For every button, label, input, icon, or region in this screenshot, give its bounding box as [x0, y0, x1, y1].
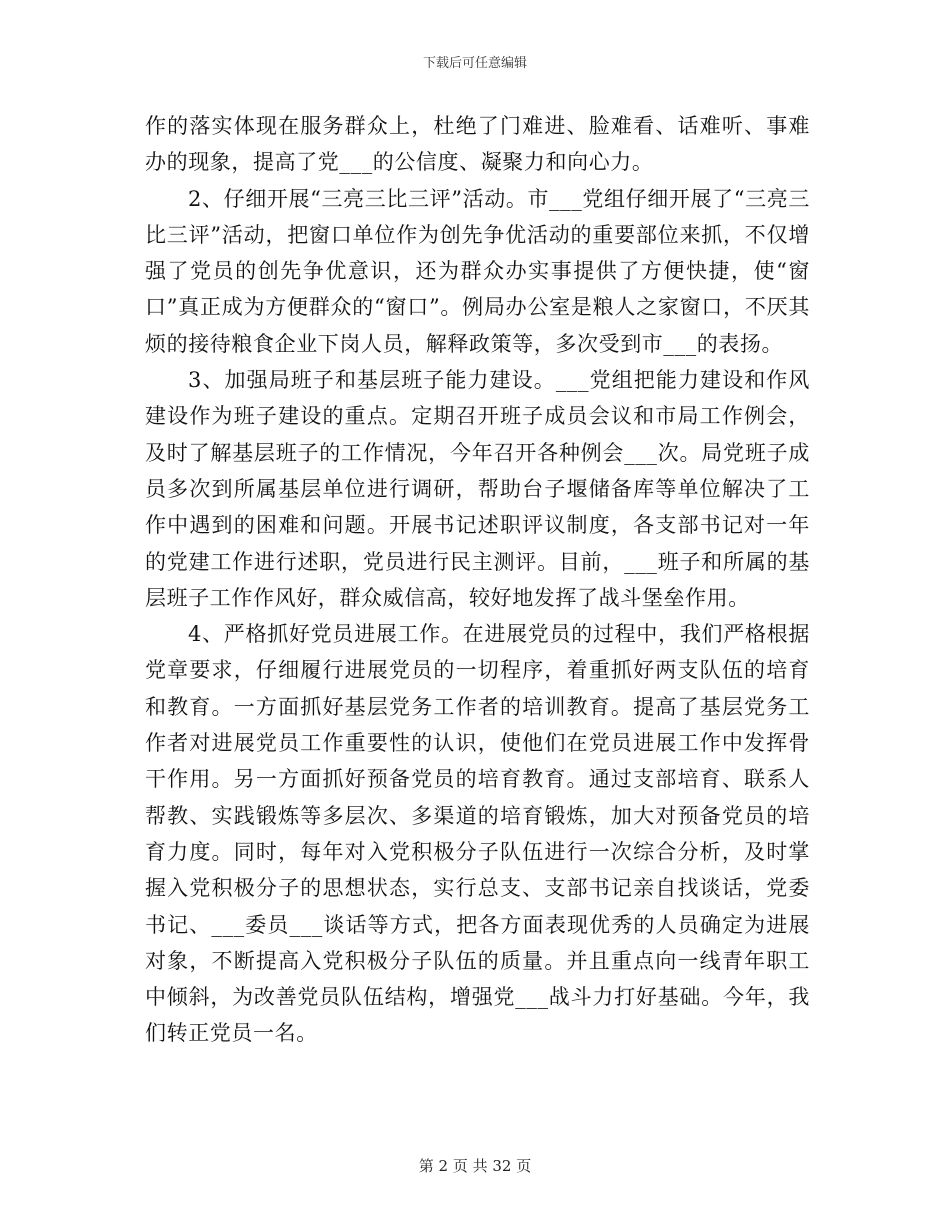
document-body [145, 108, 810, 1052]
paragraph-item-2: 2、仔细开展“三亮三比三评”活动。市___党组仔细开展了“三亮三比三评”活动，把窗口单位作为创先争优活动的重要部位来抓，不仅增强了党员的创先争优意识，还为群众办实事提供了方便快捷，使“窗口”真正成为方便群众的“窗口”。例局办公室是粮人之家窗口，不厌其烦的接待粮食企业下岗人员，解释政策等，多次受到市___的表扬。 [145, 186, 810, 356]
page-footer: 第 2 页 共 32 页 [418, 1157, 532, 1175]
paragraph-continuation: 作的落实体现在服务群众上，杜绝了门难进、脸难看、话难听、事难办的现象，提高了党___的公信度、凝聚力和向心力。 [145, 114, 810, 175]
paragraph-item-4: 4、严格抓好党员进展工作。在进展党员的过程中，我们严格根据党章要求，仔细履行进展党员的一切程序，着重抓好两支队伍的培育和教育。一方面抓好基层党务工作者的培训教育。提高了基层党务工作者对进展党员工作重要性的认识，使他们在党员进展工作中发挥骨干作用。另一方面抓好预备党员的培育教育。通过支部培育、联系人帮教、实践锻炼等多层次、多渠道的培育锻炼，加大对预备党员的培育力度。同时，每年对入党积极分子队伍进行一次综合分析，及时掌握入党积极分子的思想状态，实行总支、支部书记亲自找谈话，党委书记、___委员___谈话等方式，把各方面表现优秀的人员确定为进展对象，不断提高入党积极分子队伍的质量。并且重点向一线青年职工中倾斜，为改善党员队伍结构，增强党___战斗力打好基础。今年，我们转正党员一名。 [145, 622, 810, 1046]
paragraph-item-3: 3、加强局班子和基层班子能力建设。___党组把能力建设和作风建设作为班子建设的重点。定期召开班子成员会议和市局工作例会，及时了解基层班子的工作情况，今年召开各种例会___次。局党班子成员多次到所属基层单位进行调研，帮助台子堰储备库等单位解决了工作中遇到的困难和问题。开展书记述职评议制度，各支部书记对一年的党建工作进行述职，党员进行民主测评。目前，___班子和所属的基层班子工作作风好，群众威信高，较好地发挥了战斗堡垒作用。 [145, 368, 810, 610]
page-header: 下载后可任意编辑 [422, 56, 527, 71]
